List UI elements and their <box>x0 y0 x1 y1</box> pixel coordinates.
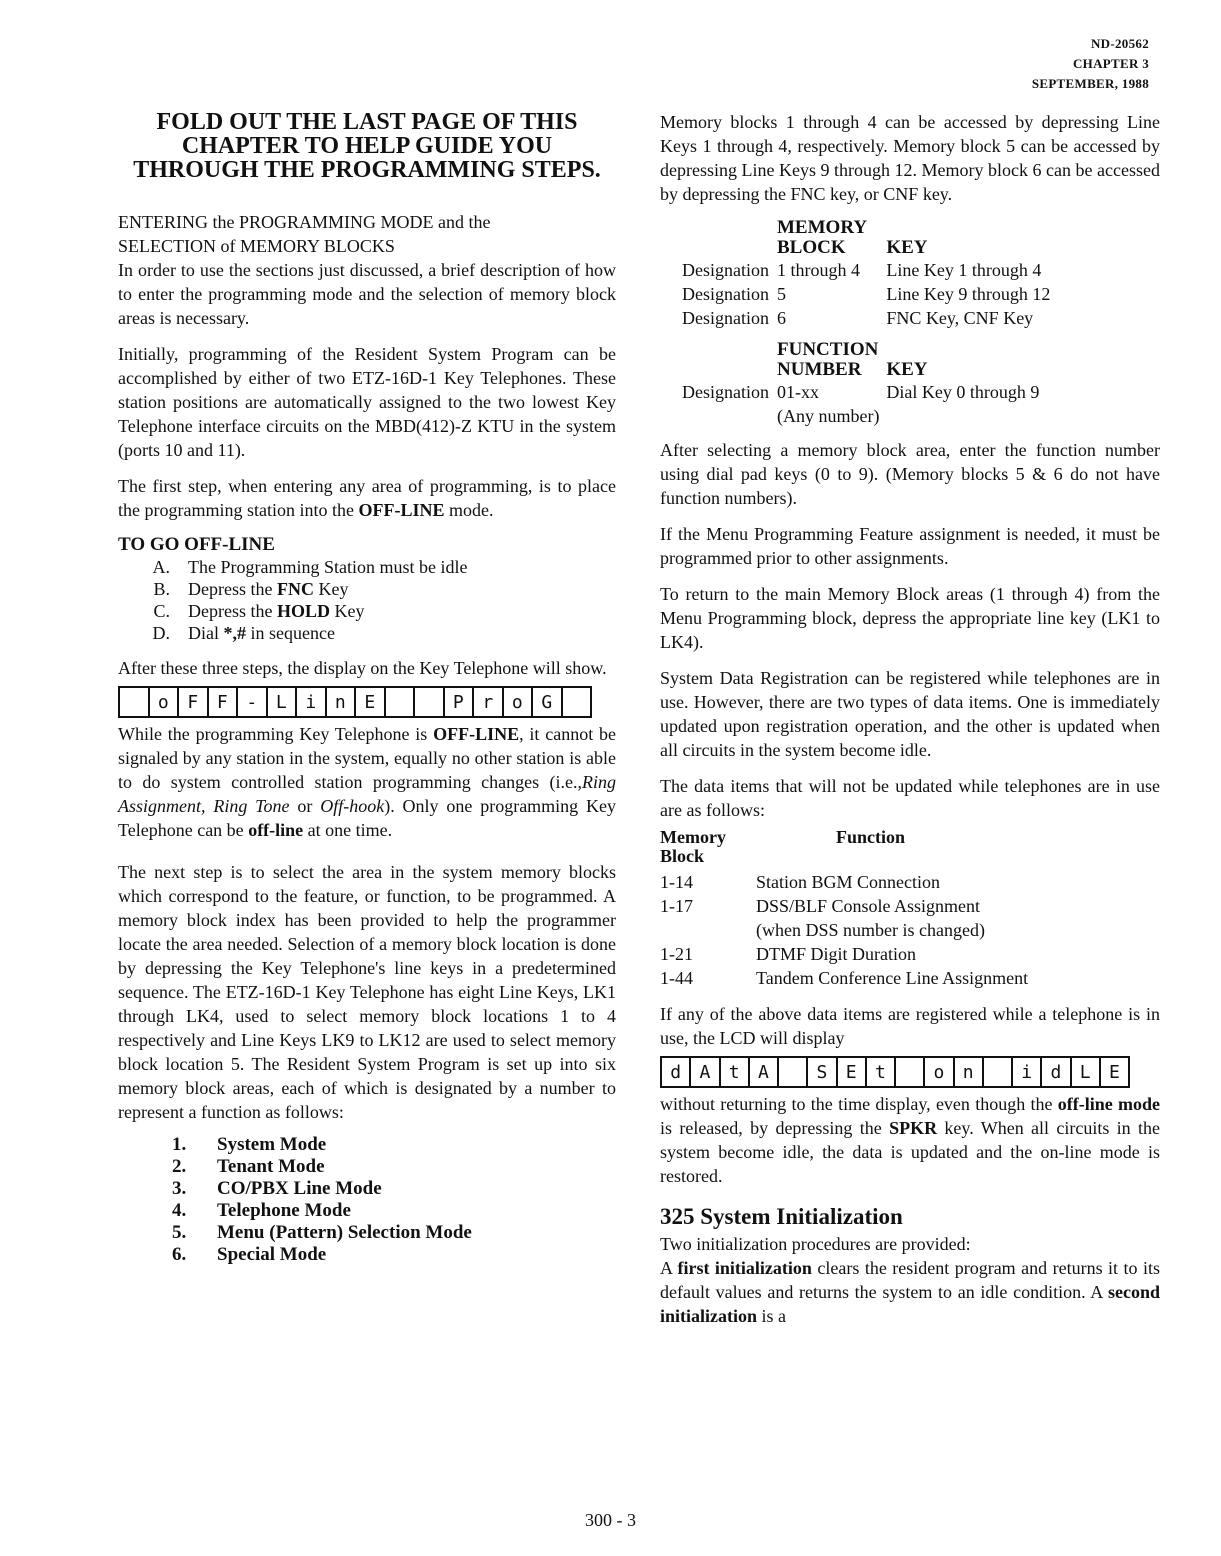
paragraph: In order to use the sections just discussed, a brief description of how to enter the programming mode and the selection of memory block areas is necessary. <box>118 260 616 328</box>
paragraph: After these three steps, the display on the Key Telephone will show. <box>118 658 607 678</box>
lcd-cell: S <box>808 1058 837 1086</box>
paragraph: System Data Registration can be registered while telephones are in use. However, there are two types of data items. One is immediately updated upon registration operation, and the other is updated when all circuits in the system become idle. <box>660 668 1160 760</box>
lcd-cell <box>386 688 416 716</box>
memory-block-table: MEMORY BLOCK KEY Designation 1 through 4 Line Key 1 through 4 Designation 5 Line Key 9 through 12 Designation 6 FNC Key, CNF Key FUNCTION NUMBER KEY Designation 01-xx Dial Key 0 through 9 (Any number) <box>682 218 1058 428</box>
table-row: Designation 5 Line Key 9 through 12 <box>682 284 1051 304</box>
table-row: 1-14 Station BGM Connection <box>660 872 940 892</box>
page-number: 300 - 3 <box>585 1510 636 1530</box>
to-go-offline-heading: TO GO OFF-LINE <box>118 534 275 555</box>
lcd-cell: o <box>150 688 180 716</box>
page-header <box>1032 34 1149 94</box>
paragraph: Two initialization procedures are provided: <box>660 1234 971 1254</box>
lcd-display-data-set-on-idle <box>660 1056 1130 1088</box>
offline-steps <box>118 556 616 644</box>
section-325-heading: 325 System Initialization <box>660 1204 903 1229</box>
lcd-cell: A <box>750 1058 779 1086</box>
paragraph: Initially, programming of the Resident System Program can be accomplished by either of two ETZ-16D-1 Key Telephones. These station positions are automatically assigned to the two lowest Key Telephone interface circuits on the MBD(412)-Z KTU in the system (ports 10 and 11). <box>118 344 616 460</box>
lcd-cell: A <box>691 1058 720 1086</box>
paragraph: After selecting a memory block area, enter the function number using dial pad keys (0 to 9). (Memory blocks 5 & 6 do not have function numbers). <box>660 440 1160 508</box>
lcd-cell: n <box>955 1058 984 1086</box>
chapter-label: CHAPTER 3 <box>1072 56 1149 71</box>
table-row: 1-17 DSS/BLF Console Assignment <box>660 896 981 916</box>
lcd-cell <box>896 1058 925 1086</box>
section-heading-line1: ENTERING the PROGRAMMING MODE and the <box>118 212 491 232</box>
step-item: A. The Programming Station must be idle <box>152 557 468 577</box>
table-row: Designation 1 through 4 Line Key 1 through 4 <box>682 260 1042 280</box>
lcd-cell: F <box>209 688 239 716</box>
lcd-cell: L <box>1072 1058 1101 1086</box>
mode-item: 4. Telephone Mode <box>172 1200 351 1221</box>
doc-number: ND-20562 <box>1090 36 1149 51</box>
paragraph: A first initialization clears the resident program and returns it to its default values and returns the system to an idle condition. A second initialization is a <box>660 1258 1160 1326</box>
mode-item: 2. Tenant Mode <box>172 1156 325 1177</box>
lcd-cell: d <box>1042 1058 1071 1086</box>
lcd-cell: o <box>925 1058 954 1086</box>
paragraph: To return to the main Memory Block areas (1 through 4) from the Menu Programming block, depress the appropriate line key (LK1 to LK4). <box>660 584 1160 652</box>
mode-list <box>118 1134 616 1266</box>
lcd-cell: L <box>268 688 298 716</box>
table-row: Designation 6 FNC Key, CNF Key <box>682 308 1034 328</box>
lcd-cell: o <box>504 688 534 716</box>
paragraph: If the Menu Programming Feature assignment is needed, it must be programmed prior to other assignments. <box>660 524 1160 568</box>
paragraph: The data items that will not be updated while telephones are in use are as follows: <box>660 776 1160 820</box>
lcd-cell: d <box>662 1058 691 1086</box>
step-item: D. Dial *,# in sequence <box>152 623 335 643</box>
date-label: SEPTEMBER, 1988 <box>1031 76 1149 91</box>
step-item: C. Depress the HOLD Key <box>153 601 365 621</box>
fold-out-notice: FOLD OUT THE LAST PAGE OF THIS CHAPTER TO HELP GUIDE YOU THROUGH THE PROGRAMMING STEPS. <box>133 109 601 183</box>
lcd-cell <box>779 1058 808 1086</box>
lcd-cell: P <box>445 688 475 716</box>
lcd-display-offline-prog <box>118 686 592 718</box>
lcd-cell: r <box>474 688 504 716</box>
lcd-cell: i <box>297 688 327 716</box>
lcd-cell: G <box>533 688 563 716</box>
lcd-cell: t <box>721 1058 750 1086</box>
lcd-cell: E <box>1108 1061 1120 1083</box>
paragraph: While the programming Key Telephone is OFF-LINE, it cannot be signaled by any station in the system, equally no other station is able to do system controlled station programming changes (i.e.,Ring Assignment, Ring Tone or Off-hook). Only one programming Key Telephone can be off-line at one time. <box>118 724 617 840</box>
step-item: B. Depress the FNC Key <box>153 579 349 599</box>
lcd-cell: - <box>238 688 268 716</box>
mode-item: 6. Special Mode <box>172 1244 327 1265</box>
mode-item: 5. Menu (Pattern) Selection Mode <box>172 1222 472 1243</box>
left-column <box>118 110 616 1266</box>
mode-item: 1. System Mode <box>172 1134 327 1155</box>
lcd-cell: i <box>1013 1058 1042 1086</box>
paragraph: The first step, when entering any area of programming, is to place the programming station into the OFF-LINE mode. <box>118 476 616 520</box>
lcd-cell: t <box>867 1058 896 1086</box>
right-column <box>660 110 1160 1340</box>
lcd-cell: E <box>838 1058 867 1086</box>
paragraph: The next step is to select the area in the system memory blocks which correspond to the feature, or function, to be programmed. A memory block index has been provided to help the programmer locate the area needed. Selection of a memory block location is done by depressing the Key Telephone's line keys in a predetermined sequence. The ETZ-16D-1 Key Telephone has eight Line Keys, LK1 through LK4, used to select memory block locations 1 to 4 respectively and Line Keys LK9 to LK12 are used to select memory block location 5. The Resident System Program is set up into six memory block areas, each of which is designated by a number to represent a function as follows: <box>118 862 616 1122</box>
paragraph: without returning to the time display, even though the off-line mode is released, by depressing the SPKR key. When all circuits in the system become idle, the data is updated and the on-line mode is restored. <box>660 1094 1161 1186</box>
paragraph: If any of the above data items are registered while a telephone is in use, the LCD will display <box>660 1004 1160 1048</box>
table-row: 1-21 DTMF Digit Duration <box>660 944 916 964</box>
table-row: Designation 01-xx Dial Key 0 through 9 <box>682 382 1040 402</box>
table-row: 1-44 Tandem Conference Line Assignment <box>660 968 1029 988</box>
lcd-cell <box>415 688 445 716</box>
data-items-table: Memory Function Block 1-14 Station BGM Connection 1-17 DSS/BLF Console Assignment (when DSS number is changed) 1-21 DTMF Digit Duration 1-44 Tandem Conference Line Assignment <box>660 828 1160 990</box>
lcd-cell: n <box>327 688 357 716</box>
lcd-cell <box>120 688 150 716</box>
lcd-cell <box>984 1058 1013 1086</box>
lcd-cell: F <box>179 688 209 716</box>
section-heading-line2: SELECTION of MEMORY BLOCKS <box>118 236 395 256</box>
lcd-cell <box>563 688 591 716</box>
lcd-cell: E <box>356 688 386 716</box>
table-row: (when DSS number is changed) <box>756 920 985 940</box>
mode-item: 3. CO/PBX Line Mode <box>172 1178 382 1199</box>
paragraph: Memory blocks 1 through 4 can be accessed by depressing Line Keys 1 through 4, respectively. Memory block 5 can be accessed by depressing Line Keys 9 through 12. Memory block 6 can be accessed by depressing the FNC key, or CNF key. <box>660 112 1160 204</box>
